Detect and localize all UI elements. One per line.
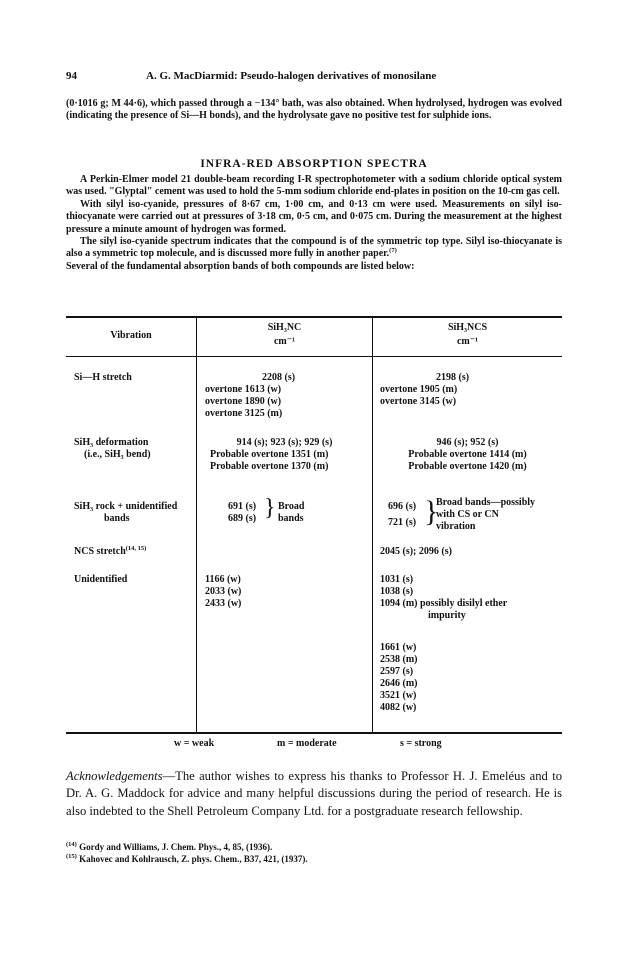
sih3ncs-value: 2198 (s) <box>436 372 470 383</box>
sih3ncs-value: 696 (s) <box>388 501 417 512</box>
sih3nc-value: 691 (s) <box>228 501 257 512</box>
sih3ncs-note: Broad bands—possibly <box>436 497 536 508</box>
sih3nc-value: 2208 (s) <box>262 372 296 383</box>
table-bottom-rule <box>66 732 562 734</box>
sih3nc-value: overtone 3125 (m) <box>205 408 283 419</box>
header-sih3ncs-formula: SiH₃NCS <box>447 322 488 333</box>
sih3ncs-note: vibration <box>436 521 476 532</box>
page-number: 94 <box>66 70 77 82</box>
sih3nc-value: Probable overtone 1351 (m) <box>210 449 329 460</box>
sih3nc-note: Broad <box>278 501 305 512</box>
right-brace: } <box>424 495 439 528</box>
legend-strong: s = strong <box>400 738 442 749</box>
sih3ncs-value: 1094 (m) possibly disilyl ether <box>380 598 508 609</box>
running-title: A. G. MacDiarmid: Pseudo-halogen derivatives of monosilane <box>146 70 437 82</box>
sih3ncs-value: Probable overtone 1414 (m) <box>408 449 527 460</box>
reference-15 <box>66 854 562 866</box>
ncs-stretch-text: NCS stretch <box>74 546 126 557</box>
sih3ncs-value: 2646 (m) <box>380 678 418 689</box>
sih3nc-value: overtone 1890 (w) <box>205 396 282 407</box>
sih3nc-value: 1166 (w) <box>205 574 241 585</box>
acknowledgements-lead: Acknowledgements <box>66 769 163 783</box>
section-heading: INFRA-RED ABSORPTION SPECTRA <box>200 158 428 170</box>
sih3nc-value: overtone 1613 (w) <box>205 384 282 395</box>
running-header <box>66 70 566 86</box>
sih3nc-value: 2033 (w) <box>205 586 242 597</box>
sih3ncs-value: 1031 (s) <box>380 574 414 585</box>
sih3ncs-value: 2597 (s) <box>380 666 414 677</box>
sih3nc-value: 689 (s) <box>228 513 257 524</box>
reference-text: Gordy and Williams, J. Chem. Phys., 4, 85, (1936). <box>79 842 273 852</box>
sih3ncs-value: 4082 (w) <box>380 702 417 713</box>
table-column-divider-2 <box>372 317 373 732</box>
sih3ncs-value: 1038 (s) <box>380 586 414 597</box>
sih3ncs-value: Probable overtone 1420 (m) <box>408 461 527 472</box>
sih3ncs-value: 2045 (s); 2096 (s) <box>380 546 452 557</box>
paragraph-pressures: With silyl iso-cyanide, pressures of 8·67 cm, 1·00 cm, and 0·13 cm were used. Measurements on silyl iso-thiocyanate were carried out at pressures of 3·18 cm, 0·5 cm, and 0·075 cm. During the measurement at the highest pressure a minute amount of hydrogen was formed. <box>66 198 562 235</box>
reference-number: (14) <box>66 841 77 848</box>
row-label-sih3-rock: SiH₃ rock + unidentified <box>74 501 178 512</box>
header-sih3nc-formula: SiH₃NC <box>267 322 302 333</box>
citation-14-15: (14, 15) <box>125 545 147 552</box>
paragraph-apparatus: A Perkin-Elmer model 21 double-beam recording I-R spectrophotometer with a sodium chloride optical system was used. "Glyptal" cement was used to hold the 5-mm sodium chloride end-plates in position on the 10-cm gas cell. <box>66 174 562 198</box>
row-label-bands: bands <box>104 513 130 524</box>
sih3ncs-value: overtone 3145 (w) <box>380 396 457 407</box>
table-top-rule <box>66 316 562 318</box>
sih3ncs-value: 721 (s) <box>388 517 417 528</box>
sih3ncs-value: impurity <box>428 610 466 621</box>
sih3ncs-value: overtone 1905 (m) <box>380 384 458 395</box>
sih3nc-note: bands <box>278 513 304 524</box>
header-sih3ncs-unit: cm⁻¹ <box>456 336 479 347</box>
table-column-divider-1 <box>196 317 197 732</box>
table-header-rule <box>66 356 562 357</box>
citation-7: (7) <box>389 247 397 255</box>
reference-number: (15) <box>66 852 77 860</box>
acknowledgements <box>66 768 562 820</box>
row-label-ncs-stretch <box>74 546 146 558</box>
sih3ncs-note: with CS or CN <box>436 509 499 520</box>
intro-paragraph: (0·1016 g; M 44·6), which passed through a −134° bath, was also obtained. When hydrolysed, hydrogen was evolved (indicating the presence of Si—H bonds), and the hydrolysate gave no positive test for sulphide ions. <box>66 98 562 122</box>
body-text <box>66 174 562 273</box>
sih3nc-value: 914 (s); 923 (s); 929 (s) <box>236 437 333 448</box>
sih3ncs-value: 1661 (w) <box>380 642 417 653</box>
row-label-sih3-bend: (i.e., SiH₃ bend) <box>84 449 151 460</box>
sih3ncs-value: 946 (s); 952 (s) <box>436 437 499 448</box>
header-sih3nc-unit: cm⁻¹ <box>273 336 296 347</box>
paragraph-symmetry <box>66 236 562 261</box>
sih3nc-value: Probable overtone 1370 (m) <box>210 461 329 472</box>
sih3nc-value: 2433 (w) <box>205 598 242 609</box>
legend-moderate: m = moderate <box>277 738 337 749</box>
acknowledgements-text: —The author wishes to express his thanks to Professor H. J. Emeléus and to Dr. A. G. Maddock for advice and many helpful discussions during the period of research. He is also indebted to the Shell Petroleum Company Ltd. for a postgraduate research fellowship. <box>66 769 562 818</box>
legend-weak: w = weak <box>174 738 215 749</box>
sih3ncs-value: 2538 (m) <box>380 654 418 665</box>
row-label-unidentified: Unidentified <box>74 574 128 585</box>
header-vibration: Vibration <box>110 330 152 341</box>
right-brace: } <box>264 495 276 521</box>
paragraph-symmetry-text: The silyl iso-cyanide spectrum indicates that the compound is of the symmetric top type. Silyl iso-thiocyanate is also a symmetric top molecule, and is discussed more fully in another paper. <box>66 236 562 260</box>
reference-text: Kahovec and Kohlrausch, Z. phys. Chem., B37, 421, (1937). <box>79 853 308 864</box>
row-label-sih-stretch: Si—H stretch <box>74 372 132 383</box>
row-label-sih3-deformation: SiH₃ deformation <box>74 437 149 448</box>
references <box>66 842 562 865</box>
reference-14 <box>66 842 562 854</box>
paragraph-list-intro: Several of the fundamental absorption bands of both compounds are listed below: <box>66 260 415 272</box>
sih3ncs-value: 3521 (w) <box>380 690 417 701</box>
